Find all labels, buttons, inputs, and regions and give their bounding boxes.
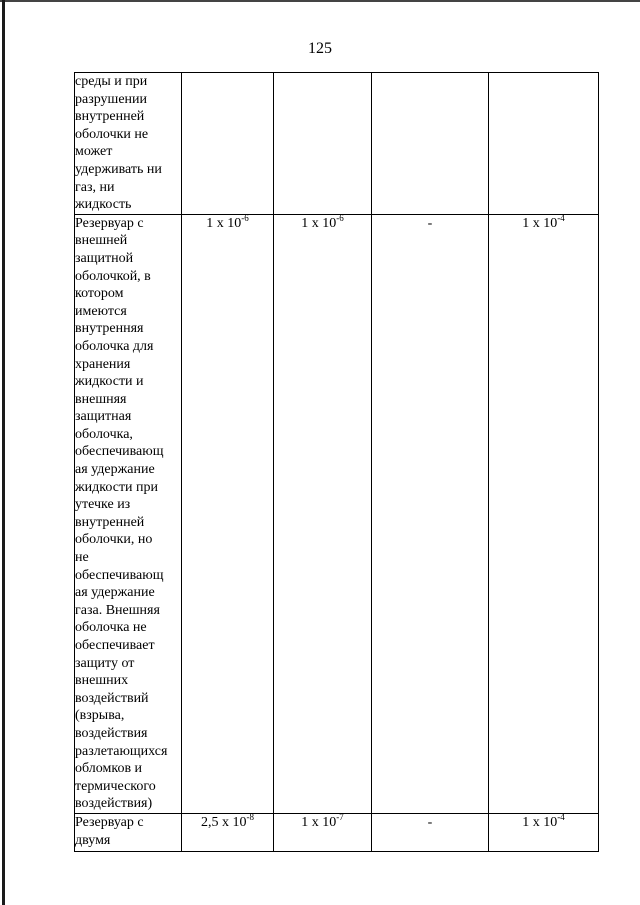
description-line: оболочки, но: [75, 532, 153, 548]
description-line: жидкость: [75, 197, 132, 213]
description-line: среды и при: [75, 74, 148, 89]
value-cell: [372, 73, 489, 215]
description-line: двумя: [75, 832, 111, 848]
description-line: обеспечивающ: [75, 444, 164, 460]
description-line: внутренняя: [75, 321, 144, 337]
description-line: оболочкой, в: [75, 268, 151, 284]
value-cell: [274, 73, 372, 215]
description-line: ая удержание: [75, 462, 155, 478]
table-row: [75, 214, 599, 813]
value-cell: [489, 73, 599, 215]
description-line: воздействия): [75, 796, 153, 812]
description-line: жидкости при: [75, 479, 159, 495]
description-line: удерживать ни: [75, 161, 162, 177]
description-line: оболочка,: [75, 426, 133, 442]
description-line: внешних: [75, 673, 129, 689]
value-cell: 1 x $10^{-4}$: [489, 214, 599, 813]
description-line: оболочки не: [75, 126, 149, 142]
data-table: [74, 72, 599, 852]
description-line: внешней: [75, 233, 128, 249]
table-row: [75, 813, 599, 851]
row-description: [75, 73, 182, 215]
description-line: обеспечивающ: [75, 567, 164, 583]
row-description: [75, 214, 182, 813]
row-description: [75, 813, 182, 851]
description-line: газа. Внешняя: [75, 602, 160, 618]
value-cell: 1 x $10^{-6}$: [274, 214, 372, 813]
value-cell: 2,5 x $10^{-8}$: [182, 813, 274, 851]
description-line: утечке из: [75, 497, 131, 513]
description-line: внутренней: [75, 109, 145, 125]
scan-top-edge: [0, 0, 640, 2]
value-cell: -: [372, 214, 489, 813]
description-line: ая удержание: [75, 585, 155, 601]
value-cell: 1 x $10^{-6}$: [182, 214, 274, 813]
value-cell: -: [372, 813, 489, 851]
description-line: защитная: [75, 409, 132, 425]
description-line: оболочка для: [75, 338, 154, 354]
value-cell: [182, 73, 274, 215]
description-line: внутренней: [75, 514, 145, 530]
description-line: термического: [75, 778, 156, 794]
description-line: хранения: [75, 356, 131, 372]
description-line: воздействий: [75, 690, 149, 706]
description-line: не: [75, 550, 89, 566]
value-cell: 1 x $10^{-4}$: [489, 813, 599, 851]
description-line: Резервуар с: [75, 814, 144, 830]
description-line: котором: [75, 286, 124, 302]
description-line: оболочка не: [75, 620, 147, 636]
description-line: защитной: [75, 250, 134, 266]
description-line: внешняя: [75, 391, 127, 407]
description-line: имеются: [75, 303, 127, 319]
description-line: может: [75, 144, 113, 160]
description-line: разрушении: [75, 91, 148, 107]
scan-left-edge: [2, 0, 5, 905]
description-line: разлетающихся: [75, 743, 168, 759]
description-line: Резервуар с: [75, 215, 144, 231]
description-line: жидкости и: [75, 374, 144, 390]
table-row: [75, 73, 599, 215]
description-line: газ, ни: [75, 179, 115, 195]
description-line: воздействия: [75, 725, 148, 741]
description-line: обеспечивает: [75, 638, 155, 653]
description-line: (взрыва,: [75, 708, 125, 724]
value-cell: 1 x $10^{-7}$: [274, 813, 372, 851]
description-line: обломков и: [75, 761, 143, 777]
description-line: защиту от: [75, 655, 135, 671]
page-number: 125: [308, 40, 332, 57]
